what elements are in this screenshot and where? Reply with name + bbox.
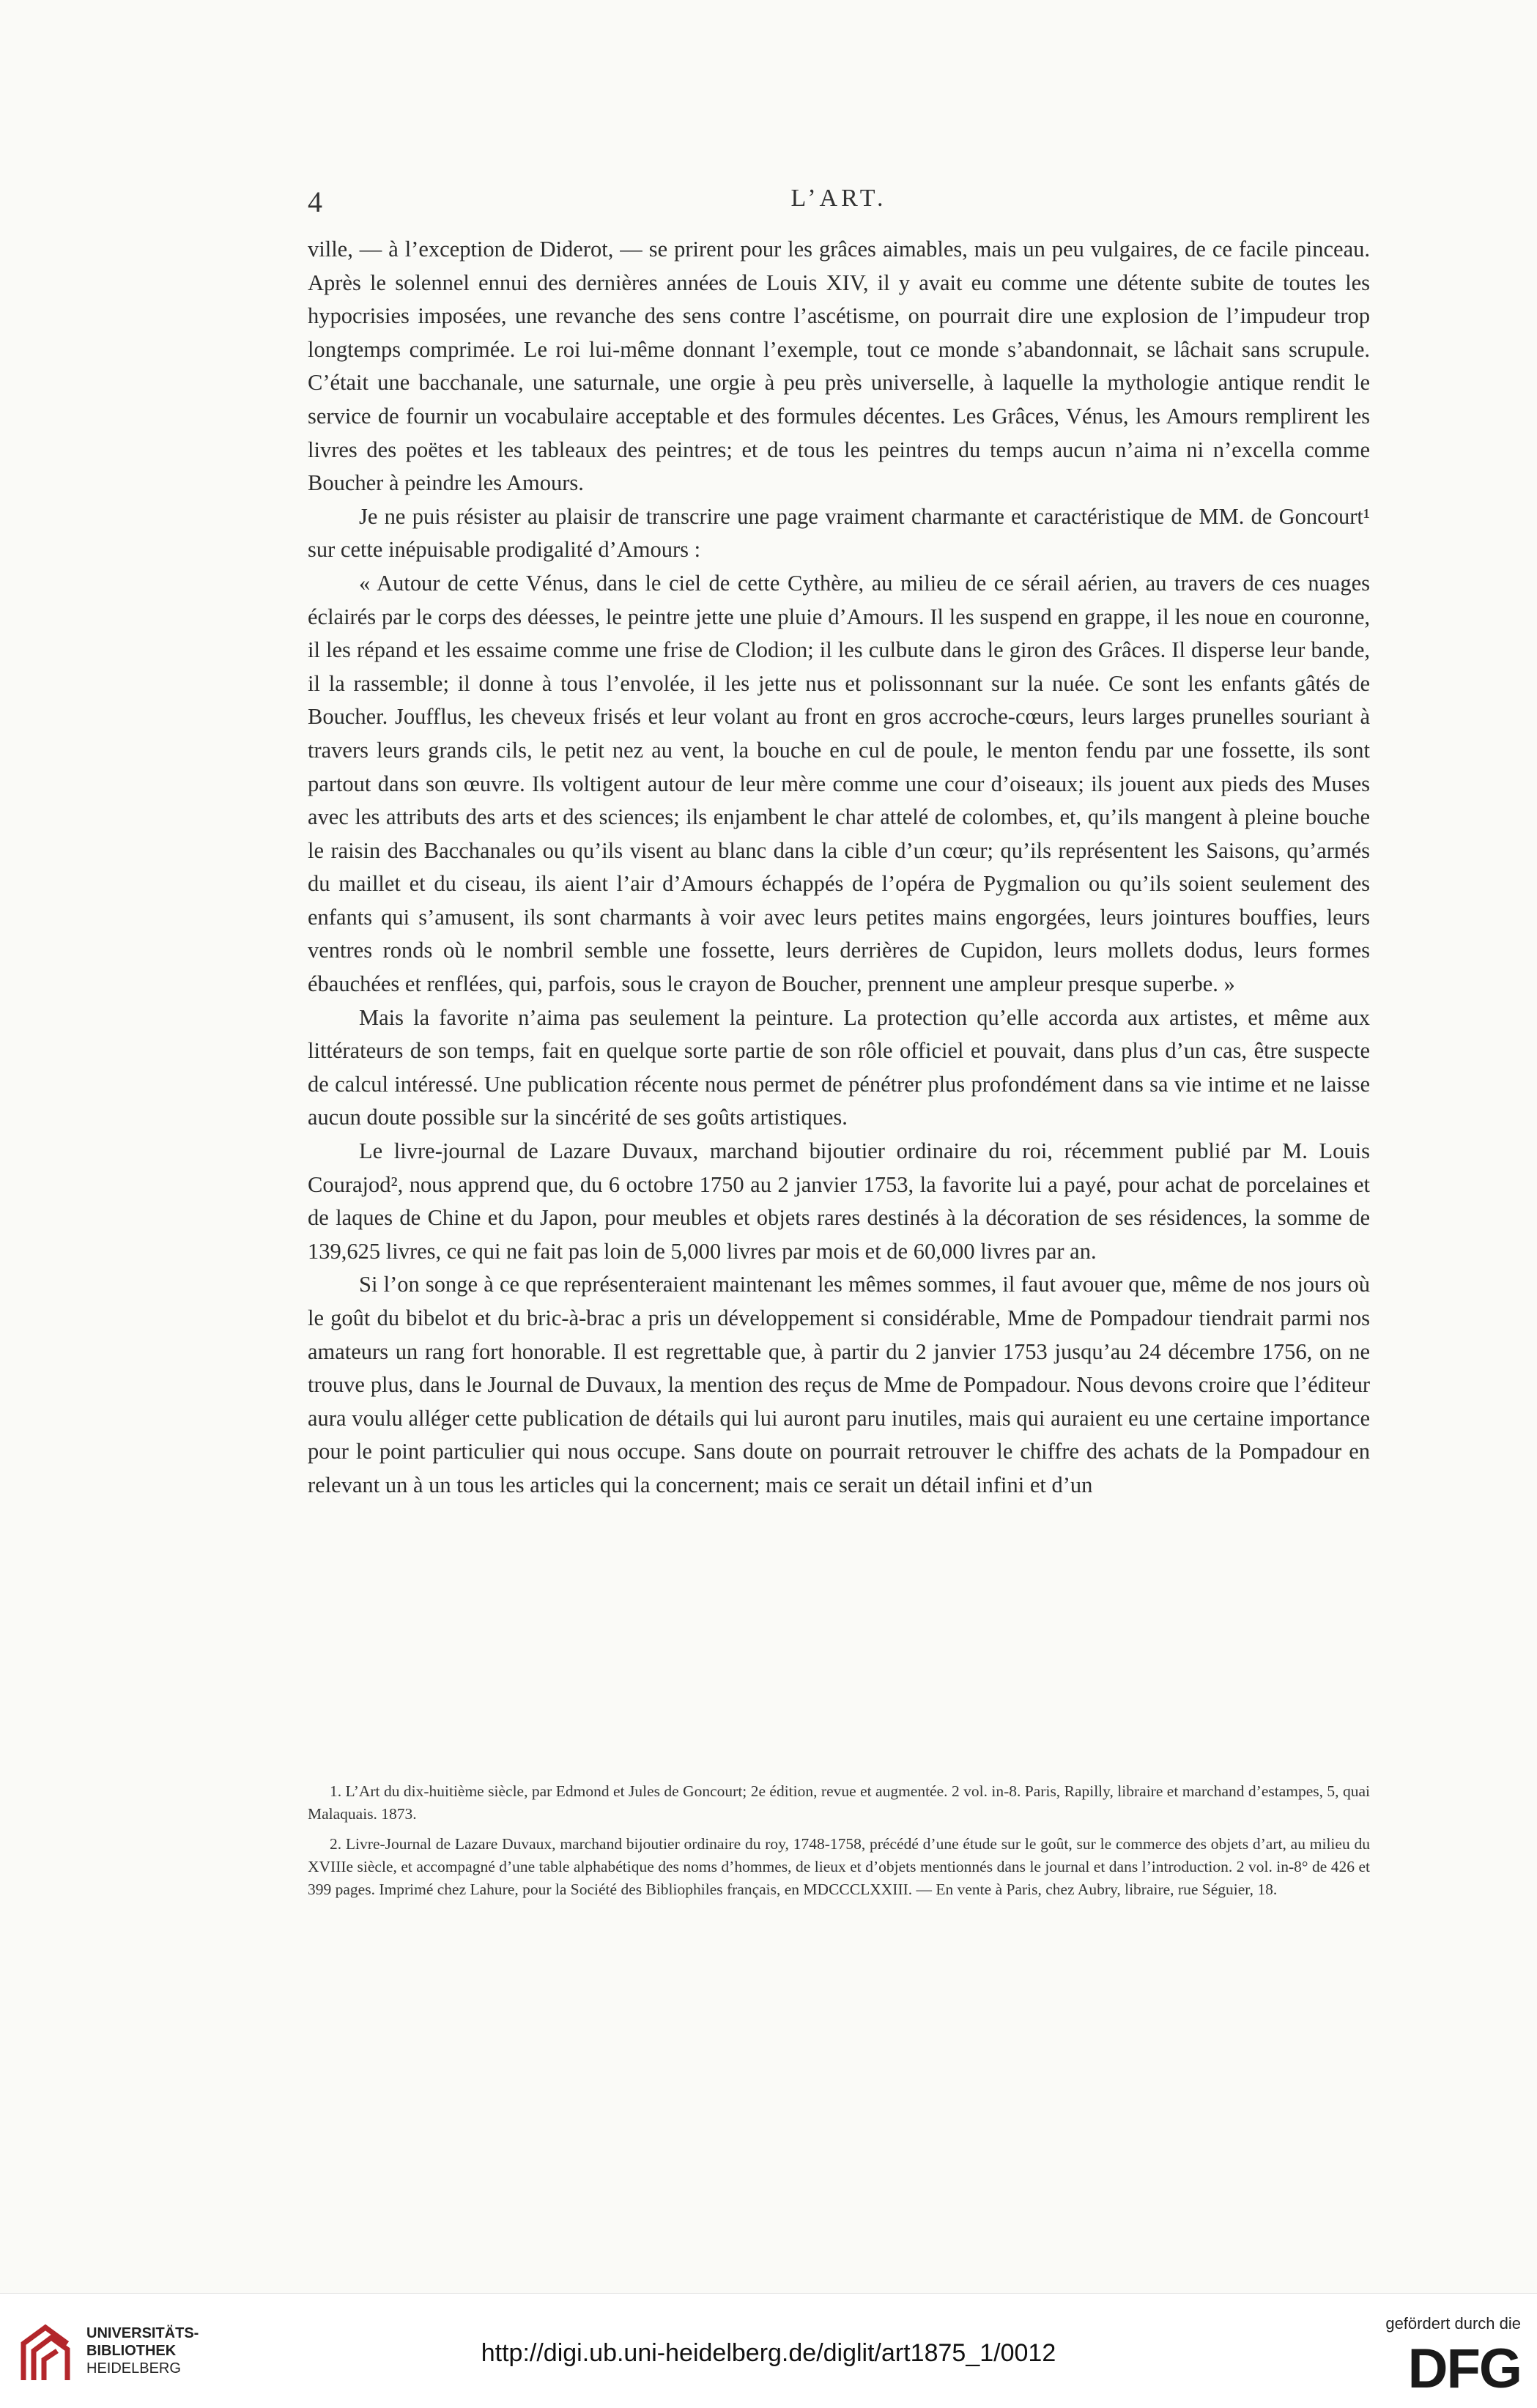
page-number: 4 (308, 185, 322, 218)
paragraph: Mais la favorite n’aima pas seulement la peinture. La protection qu’elle accorda aux artistes, et même aux littérateurs de son temps, fait en quelque sorte partie de son rôle officiel et pouvait, dans plus d’un cas, être suspecte de calcul intéressé. Une publication récente nous permet de pénétrer plus profondément dans sa vie intime et ne laisse aucun doute possible sur la sincérité de ses goûts artistiques. (308, 1004, 1370, 1130)
permalink-url[interactable]: http://digi.ub.uni-heidelberg.de/diglit/art1875_1/0012 (481, 2339, 1056, 2367)
viewer-footer (0, 2293, 1537, 2408)
paragraph: Si l’on songe à ce que représenteraient maintenant les mêmes sommes, il faut avouer que, même de nos jours où le goût du bibelot et du bric-à-brac a pris un développement si considérable, Mme de Pompadour tiendrait parmi nos amateurs un rang fort honorable. Il est regrettable que, à partir du 2 janvier 1753 jusqu’au 24 décembre 1756, on ne trouve plus, dans le Journal de Duvaux, la mention des reçus de Mme de Pompadour. Nous devons croire que l’éditeur aura voulu alléger cette publication de détails qui lui auront paru inutiles, mais qui auraient eu une certaine importance pour le point particulier qui nous occupe. Sans doute on pourrait retrouver le chiffre des achats de la Pompadour en relevant un à un tous les articles qui la concernent; mais ce serait un détail infini et d’un (308, 1272, 1370, 1497)
footnotes (308, 1780, 1370, 1908)
dfg-logo-text: DFG (1407, 2342, 1521, 2393)
university-library-name[interactable]: UNIVERSITÄTS- BIBLIOTHEK HEIDELBERG (86, 2325, 199, 2376)
paragraph: Le livre-journal de Lazare Duvaux, marchand bijoutier ordinaire du roi, récemment publié par M. Louis Courajod², nous apprend que, du 6 octobre 1750 au 2 janvier 1753, la favorite lui a payé, pour achat de porcelaines et de laques de Chine et du Japon, pour meubles et objets rares destinés à la décoration de ses résidences, la somme de 139,625 livres, ce qui ne fait pas loin de 5,000 livres par mois et de 60,000 livres par an. (308, 1138, 1370, 1264)
funded-by-label: gefördert durch die (1385, 2314, 1521, 2333)
paragraph: ville, — à l’exception de Diderot, — se prirent pour les grâces aimables, mais un peu vulgaires, de ce facile pinceau. Après le solennel ennui des dernières années de Louis XIV, il y avait eu comme une détente subite de toutes les hypocrisies imposées, une revanche des sens contre l’ascétisme, on pourrait dire une explosion de l’impudeur trop longtemps comprimée. Le roi lui-même donnant l’exemple, tout ce monde s’abandonnait, se lâchait sans scrupule. C’était une bacchanale, une saturnale, une orgie à peu près universelle, à laquelle la mythologie antique rendit le service de fournir un vocabulaire acceptable et des formules décentes. Les Grâces, Vénus, les Amours remplirent les livres des poëtes et les tableaux des peintres; et de tous les peintres du temps aucun n’aima ni n’excella comme Boucher à peindre les Amours. (308, 237, 1370, 496)
footnote: 2. Livre-Journal de Lazare Duvaux, marchand bijoutier ordinaire du roy, 1748-1758, précédé d’une étude sur le goût, sur le commerce des objets d’art, au milieu du XVIIIe siècle, et accompagné d’une table alphabétique des noms d’hommes, de lieux et d’objets mentionnés dans le journal et dans l’introduction. 2 vol. in-8° de 426 et 399 pages. Imprimé chez Lahure, pour la Société des Bibliophiles français, en MDCCCLXXIII. — En vente à Paris, chez Aubry, libraire, rue Séguier, 18. (308, 1835, 1370, 1898)
page-header (308, 185, 1370, 229)
running-title: L’ART. (790, 185, 887, 212)
footnote: 1. L’Art du dix-huitième siècle, par Edmond et Jules de Goncourt; 2e édition, revue et augmentée. 2 vol. in-8. Paris, Rapilly, libraire et marchand d’estampes, 5, quai Malaquais. 1873. (308, 1782, 1370, 1823)
body-text (308, 233, 1370, 1503)
dfg-logo-icon[interactable] (1377, 2342, 1521, 2393)
quotation-paragraph: « Autour de cette Vénus, dans le ciel de cette Cythère, au milieu de ce sérail aérien, au travers de ces nuages éclairés par le corps des déesses, le peintre jette une pluie d’Amours. Il les suspend en grappe, il les noue en couronne, il les répand et les essaime comme une frise de Clodion; il les culbute dans le giron des Grâces. Il disperse leur bande, il la rassemble; il donne à tous l’envolée, il les jette nus et polissonnant sur la nuée. Ce sont les enfants gâtés de Boucher. Joufflus, les cheveux frisés et leur volant au front en gros accroche-cœurs, leurs larges prunelles souriant à travers leurs grands cils, le petit nez au vent, la bouche en cul de poule, le menton fendu par une fossette, ils sont partout dans son œuvre. Ils voltigent autour de leur mère comme une cour d’oiseaux; ils jouent aux pieds des Muses avec les attributs des arts et des sciences; ils enjambent le char attelé de colombes, et, qu’ils mangent à pleine bouche le raisin des Bacchanales ou qu’ils visent au blanc dans la cible d’un cœur; qu’ils représentent les Saisons, qu’armés du maillet et du ciseau, ils aient l’air d’Amours échappés de l’opéra de Pygmalion ou qu’ils soient seulement des enfants qui s’amusent, ils sont charmants à voir avec leurs petites mains engorgées, leurs jointures bouffies, leurs ventres ronds où le nombril semble une fossette, leurs derrières de Cupidon, leurs mollets dodus, leurs formes ébauchées et renflées, qui, parfois, sous le crayon de Boucher, prennent une ampleur presque superbe. » (308, 570, 1370, 997)
paragraph: Je ne puis résister au plaisir de transcrire une page vraiment charmante et caractéristique de MM. de Goncourt¹ sur cette inépuisable prodigalité d’Amours : (308, 503, 1370, 563)
